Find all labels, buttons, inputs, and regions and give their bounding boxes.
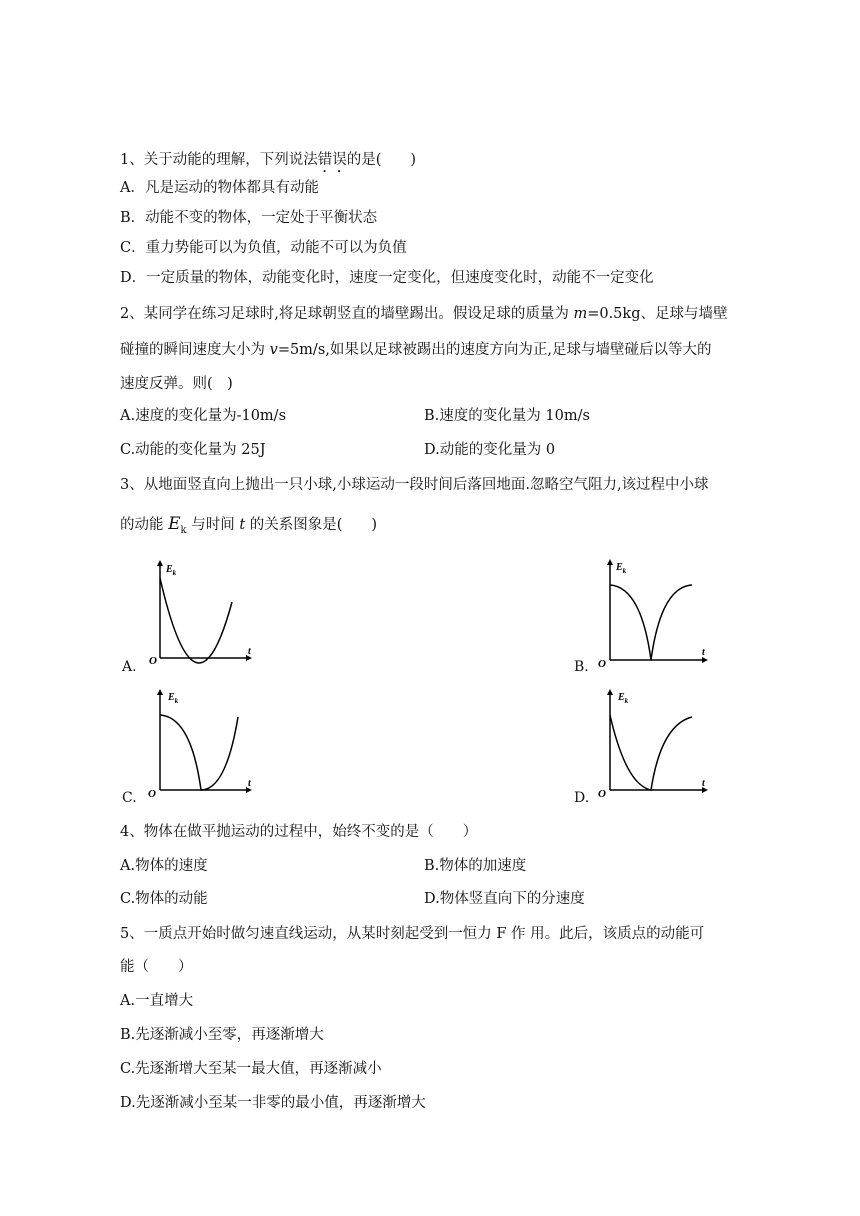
q3-stem-line1: 3、从地面竖直向上抛出一只小球,小球运动一段时间后落回地面.忽略空气阻力,该过程中小球: [120, 477, 709, 493]
graph-a-curve: [160, 578, 232, 663]
graph-c-y-label: $E_k$: [168, 692, 179, 705]
graph-d-curve: [610, 715, 692, 790]
graph-c: [146, 685, 261, 800]
graph-b-label: B.: [574, 659, 589, 675]
q2-stem-line2: 碰撞的瞬间速度大小为 v=5m/s,如果以足球被踢出的速度方向为正,足球与墙壁碰后以等大的: [120, 342, 712, 358]
q5-option-a: A.一直增大: [120, 993, 194, 1009]
q1-option-d: D．一定质量的物体，动能变化时，速度一定变化，但速度变化时，动能不一定变化: [120, 270, 654, 286]
q5-option-b: B.先逐渐减小至零，再逐渐增大: [120, 1027, 324, 1043]
graph-c-label: C.: [122, 790, 137, 806]
graph-c-origin: O: [148, 788, 156, 800]
q4-option-c: C.物体的动能: [120, 891, 208, 907]
q2-option-d: D.动能的变化量为 0: [424, 442, 556, 458]
graph-d-x-label: t: [702, 778, 705, 789]
graph-c-curve: [160, 715, 238, 790]
graph-b-x-label: t: [702, 647, 705, 658]
q5-option-c: C.先逐渐增大至某一最大值，再逐渐减小: [120, 1061, 382, 1077]
q1-emphasis-word: 错误: [317, 152, 347, 168]
q2-option-a: A.速度的变化量为-10m/s: [120, 408, 287, 424]
graph-a-label: A.: [122, 659, 137, 675]
q1-option-a: A．凡是运动的物体都具有动能: [120, 180, 319, 196]
q4-option-d: D.物体竖直向下的分速度: [424, 891, 585, 907]
graph-a-y-label: $E_k$: [166, 564, 177, 577]
graph-b-curve: [610, 585, 692, 660]
graph-a-x-label: t: [248, 646, 251, 657]
graph-d-y-label: $E_k$: [618, 692, 629, 705]
q4-stem: 4、物体在做平抛运动的过程中，始终不变的是（ ）: [120, 824, 478, 840]
graph-a-origin: O: [149, 655, 157, 667]
q1-option-b: B．动能不变的物体，一定处于平衡状态: [120, 210, 378, 226]
q5-stem-line1: 5、一质点开始时做匀速直线运动，从某时刻起受到一恒力 F 作 用。此后，该质点的动能可: [120, 926, 705, 942]
graph-b-y-label: $E_k$: [616, 562, 627, 575]
graph-d-label: D.: [574, 790, 590, 806]
q2-option-b: B.速度的变化量为 10m/s: [424, 408, 590, 424]
q4-option-b: B.物体的加速度: [424, 858, 527, 874]
q1-stem: 1、关于动能的理解，下列说法错误的是( ): [120, 152, 417, 168]
graph-d: [596, 685, 711, 800]
q5-stem-line2: 能（ ）: [120, 959, 193, 975]
q3-stem-line2: 的动能 $E_k$ 与时间 t 的关系图象是( ): [120, 514, 378, 536]
q2-stem-line1: 2、某同学在练习足球时,将足球朝竖直的墙壁踢出。假设足球的质量为 m=0.5kg、足球与墙壁: [120, 306, 728, 322]
q5-option-d: D.先逐渐减小至某一非零的最小值，再逐渐增大: [120, 1095, 426, 1111]
q4-option-a: A.物体的速度: [120, 858, 208, 874]
graph-a: [146, 560, 256, 670]
q2-option-c: C.动能的变化量为 25J: [120, 442, 266, 458]
q1-option-c: C．重力势能可以为负值，动能不可以为负值: [120, 240, 407, 256]
graph-c-x-label: t: [248, 778, 251, 789]
graph-d-origin: O: [598, 788, 606, 800]
q2-stem-line3: 速度反弹。则( ): [120, 376, 233, 392]
graph-b-origin: O: [598, 658, 606, 670]
graph-b: [596, 555, 711, 670]
